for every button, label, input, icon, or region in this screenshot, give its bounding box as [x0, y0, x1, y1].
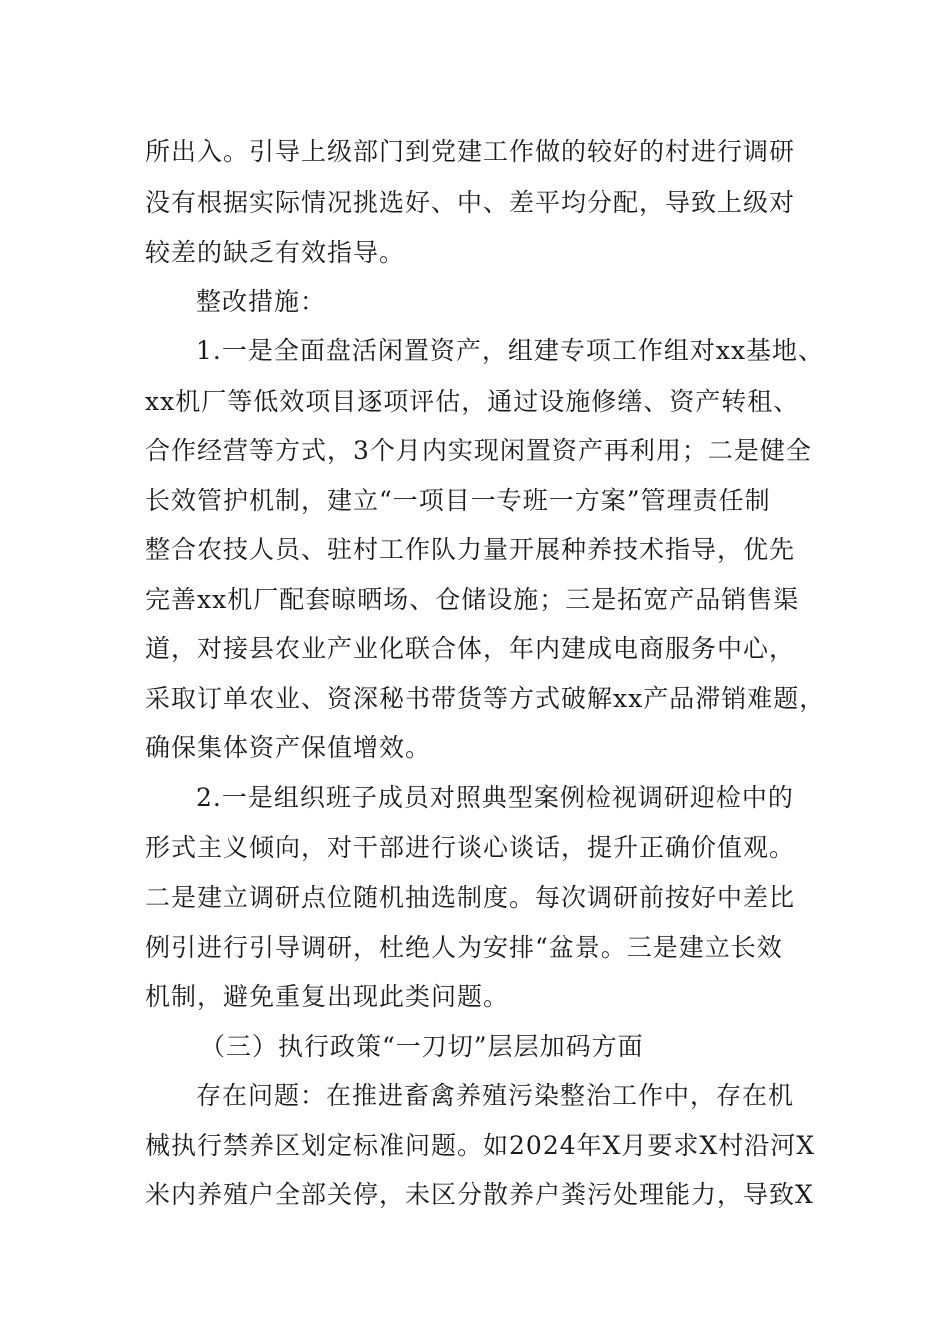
- paragraph-line: 完善xx机厂配套晾晒场、仓储设施；三是拓宽产品销售渠: [145, 585, 800, 614]
- paragraph-line: 确保集体资产保值增效。: [145, 733, 432, 762]
- paragraph-line: 道，对接县农业产业化联合体，年内建成电商服务中心，: [145, 634, 796, 663]
- paragraph-line: 较差的缺乏有效指导。: [145, 238, 406, 267]
- paragraph-line: 1.一是全面盘活闲置资产，组建专项工作组对xx基地、: [196, 336, 825, 365]
- paragraph-line: 长效管护机制，建立“一项目一专班一方案”管理责任制: [145, 486, 771, 515]
- paragraph-line: 机制，避免重复出现此类问题。: [145, 982, 510, 1011]
- paragraph-line: 存在问题：在推进畜禽养殖污染整治工作中，存在机: [196, 1081, 795, 1110]
- paragraph-line: 形式主义倾向，对干部进行谈心谈话，提升正确价值观。: [145, 833, 796, 862]
- subsection-heading: （三）执行政策“一刀切”层层加码方面: [200, 1032, 644, 1061]
- paragraph-line: 合作经营等方式，3个月内实现闲置资产再利用；二是健全: [145, 436, 812, 465]
- section-heading: 整改措施：: [196, 287, 327, 316]
- paragraph-line: xx机厂等低效项目逐项评估，通过设施修缮、资产转租、: [145, 387, 800, 416]
- paragraph-line: 例引进行引导调研，杜绝人为安排“盆景。三是建立长效: [145, 933, 783, 962]
- paragraph-line: 所出入。引导上级部门到党建工作做的较好的村进行调研: [145, 137, 796, 166]
- paragraph-line: 械执行禁养区划定标准问题。如2024年X月要求X村沿河X: [145, 1131, 816, 1160]
- paragraph-line: 二是建立调研点位随机抽选制度。每次调研前按好中差比: [145, 883, 796, 912]
- paragraph-line: 整合农技人员、驻村工作队力量开展种养技术指导，优先: [145, 535, 796, 564]
- paragraph-line: 采取订单农业、资深秘书带货等方式破解xx产品滞销难题，: [145, 684, 826, 713]
- paragraph-line: 2.一是组织班子成员对照典型案例检视调研迎检中的: [196, 783, 794, 812]
- paragraph-line: 米内养殖户全部关停，未区分散养户粪污处理能力，导致X: [145, 1180, 814, 1209]
- paragraph-line: 没有根据实际情况挑选好、中、差平均分配，导致上级对: [145, 188, 796, 217]
